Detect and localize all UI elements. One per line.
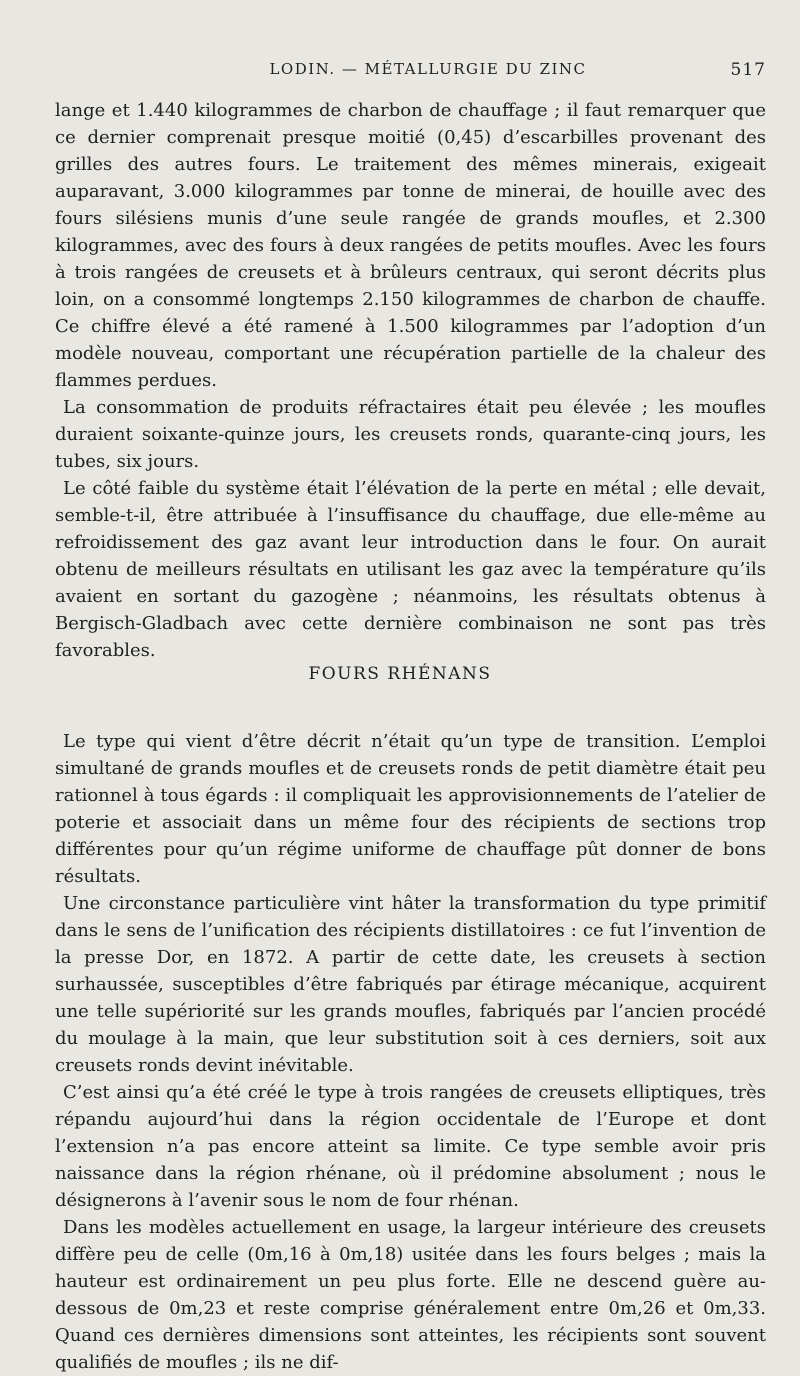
page-number: 517 [730,60,766,80]
text-block-before [55,97,766,664]
paragraph: Une circonstance particulière vint hâter la transformation du type primitif dans le sens de l’unification des récipients distillatoires : ce fut l’invention de la presse Dor, en 1872. A partir de cette date, les creusets à section surhaussée, susceptibles d’être fabriqués par étirage mécanique, acquirent une telle supériorité sur les grands moufles, fabriqués par l’ancien procédé du moulage à la main, que leur substitution soit à ces derniers, soit aux creusets ronds devint inévitable. [55,893,766,1076]
paragraph: lange et 1.440 kilogrammes de charbon de chauffage ; il faut remarquer que ce dernier comprenait presque moitié (0,45) d’escarbilles provenant des grilles des autres fours. Le traitement des mêmes minerais, exigeait auparavant, 3.000 kilogrammes par tonne de minerai, de houille avec des fours silésiens munis d’une seule rangée de grands moufles, et 2.300 kilogrammes, avec des fours à deux rangées de petits moufles. Avec les fours à trois rangées de creusets et à brûleurs centraux, qui seront décrits plus loin, on a consommé longtemps 2.150 kilogrammes de charbon de chauffe. Ce chiffre élevé a été ramené à 1.500 kilogrammes par l’adoption d’un modèle nouveau, comportant une récupération partielle de la chaleur des flammes perdues. [55,100,766,391]
paragraph: Dans les modèles actuellement en usage, la largeur intérieure des creusets diffère peu de celle (0m,16 à 0m,18) usitée dans les fours belges ; mais la hauteur est ordinairement un peu plus forte. Elle ne descend guère au-dessous de 0m,23 et reste comprise généralement entre 0m,26 et 0m,33. Quand ces dernières dimensions sont atteintes, les récipients sont souvent qualifiés de moufles ; ils ne dif- [55,1217,766,1373]
page-header [60,60,766,84]
running-title: LODIN. — MÉTALLURGIE DU ZINC [269,60,587,78]
paragraph: La consommation de produits réfractaires était peu élevée ; les moufles duraient soixante-quinze jours, les creusets ronds, quarante-cinq jours, les tubes, six jours. [55,397,766,472]
paragraph: Le type qui vient d’être décrit n’était qu’un type de transition. L’emploi simultané de grands moufles et de creusets ronds de petit diamètre était peu rationnel à tous égards : il compliquait les approvisionnements de l’atelier de poterie et associait dans un même four des récipients de sections trop différentes pour qu’un régime uniforme de chauffage pût donner de bons résultats. [55,731,766,887]
section-title: FOURS RHÉNANS [308,664,492,684]
text-block-after [55,728,766,1376]
paragraph: C’est ainsi qu’a été créé le type à trois rangées de creusets elliptiques, très répandu aujourd’hui dans la région occidentale de l’Europe et dont l’extension n’a pas encore atteint sa limite. Ce type semble avoir pris naissance dans la région rhénane, où il prédomine absolument ; nous le désignerons à l’avenir sous le nom de four rhénan. [55,1082,766,1211]
paragraph: Le côté faible du système était l’élévation de la perte en métal ; elle devait, semble-t-il, être attribuée à l’insuffisance du chauffage, due elle-même au refroidissement des gaz avant leur introduction dans le four. On aurait obtenu de meilleurs résultats en utilisant les gaz avec la température qu’ils avaient en sortant du gazogène ; néanmoins, les résultats obtenus à Bergisch-Gladbach avec cette dernière combinaison ne sont pas très favorables. [55,478,766,661]
